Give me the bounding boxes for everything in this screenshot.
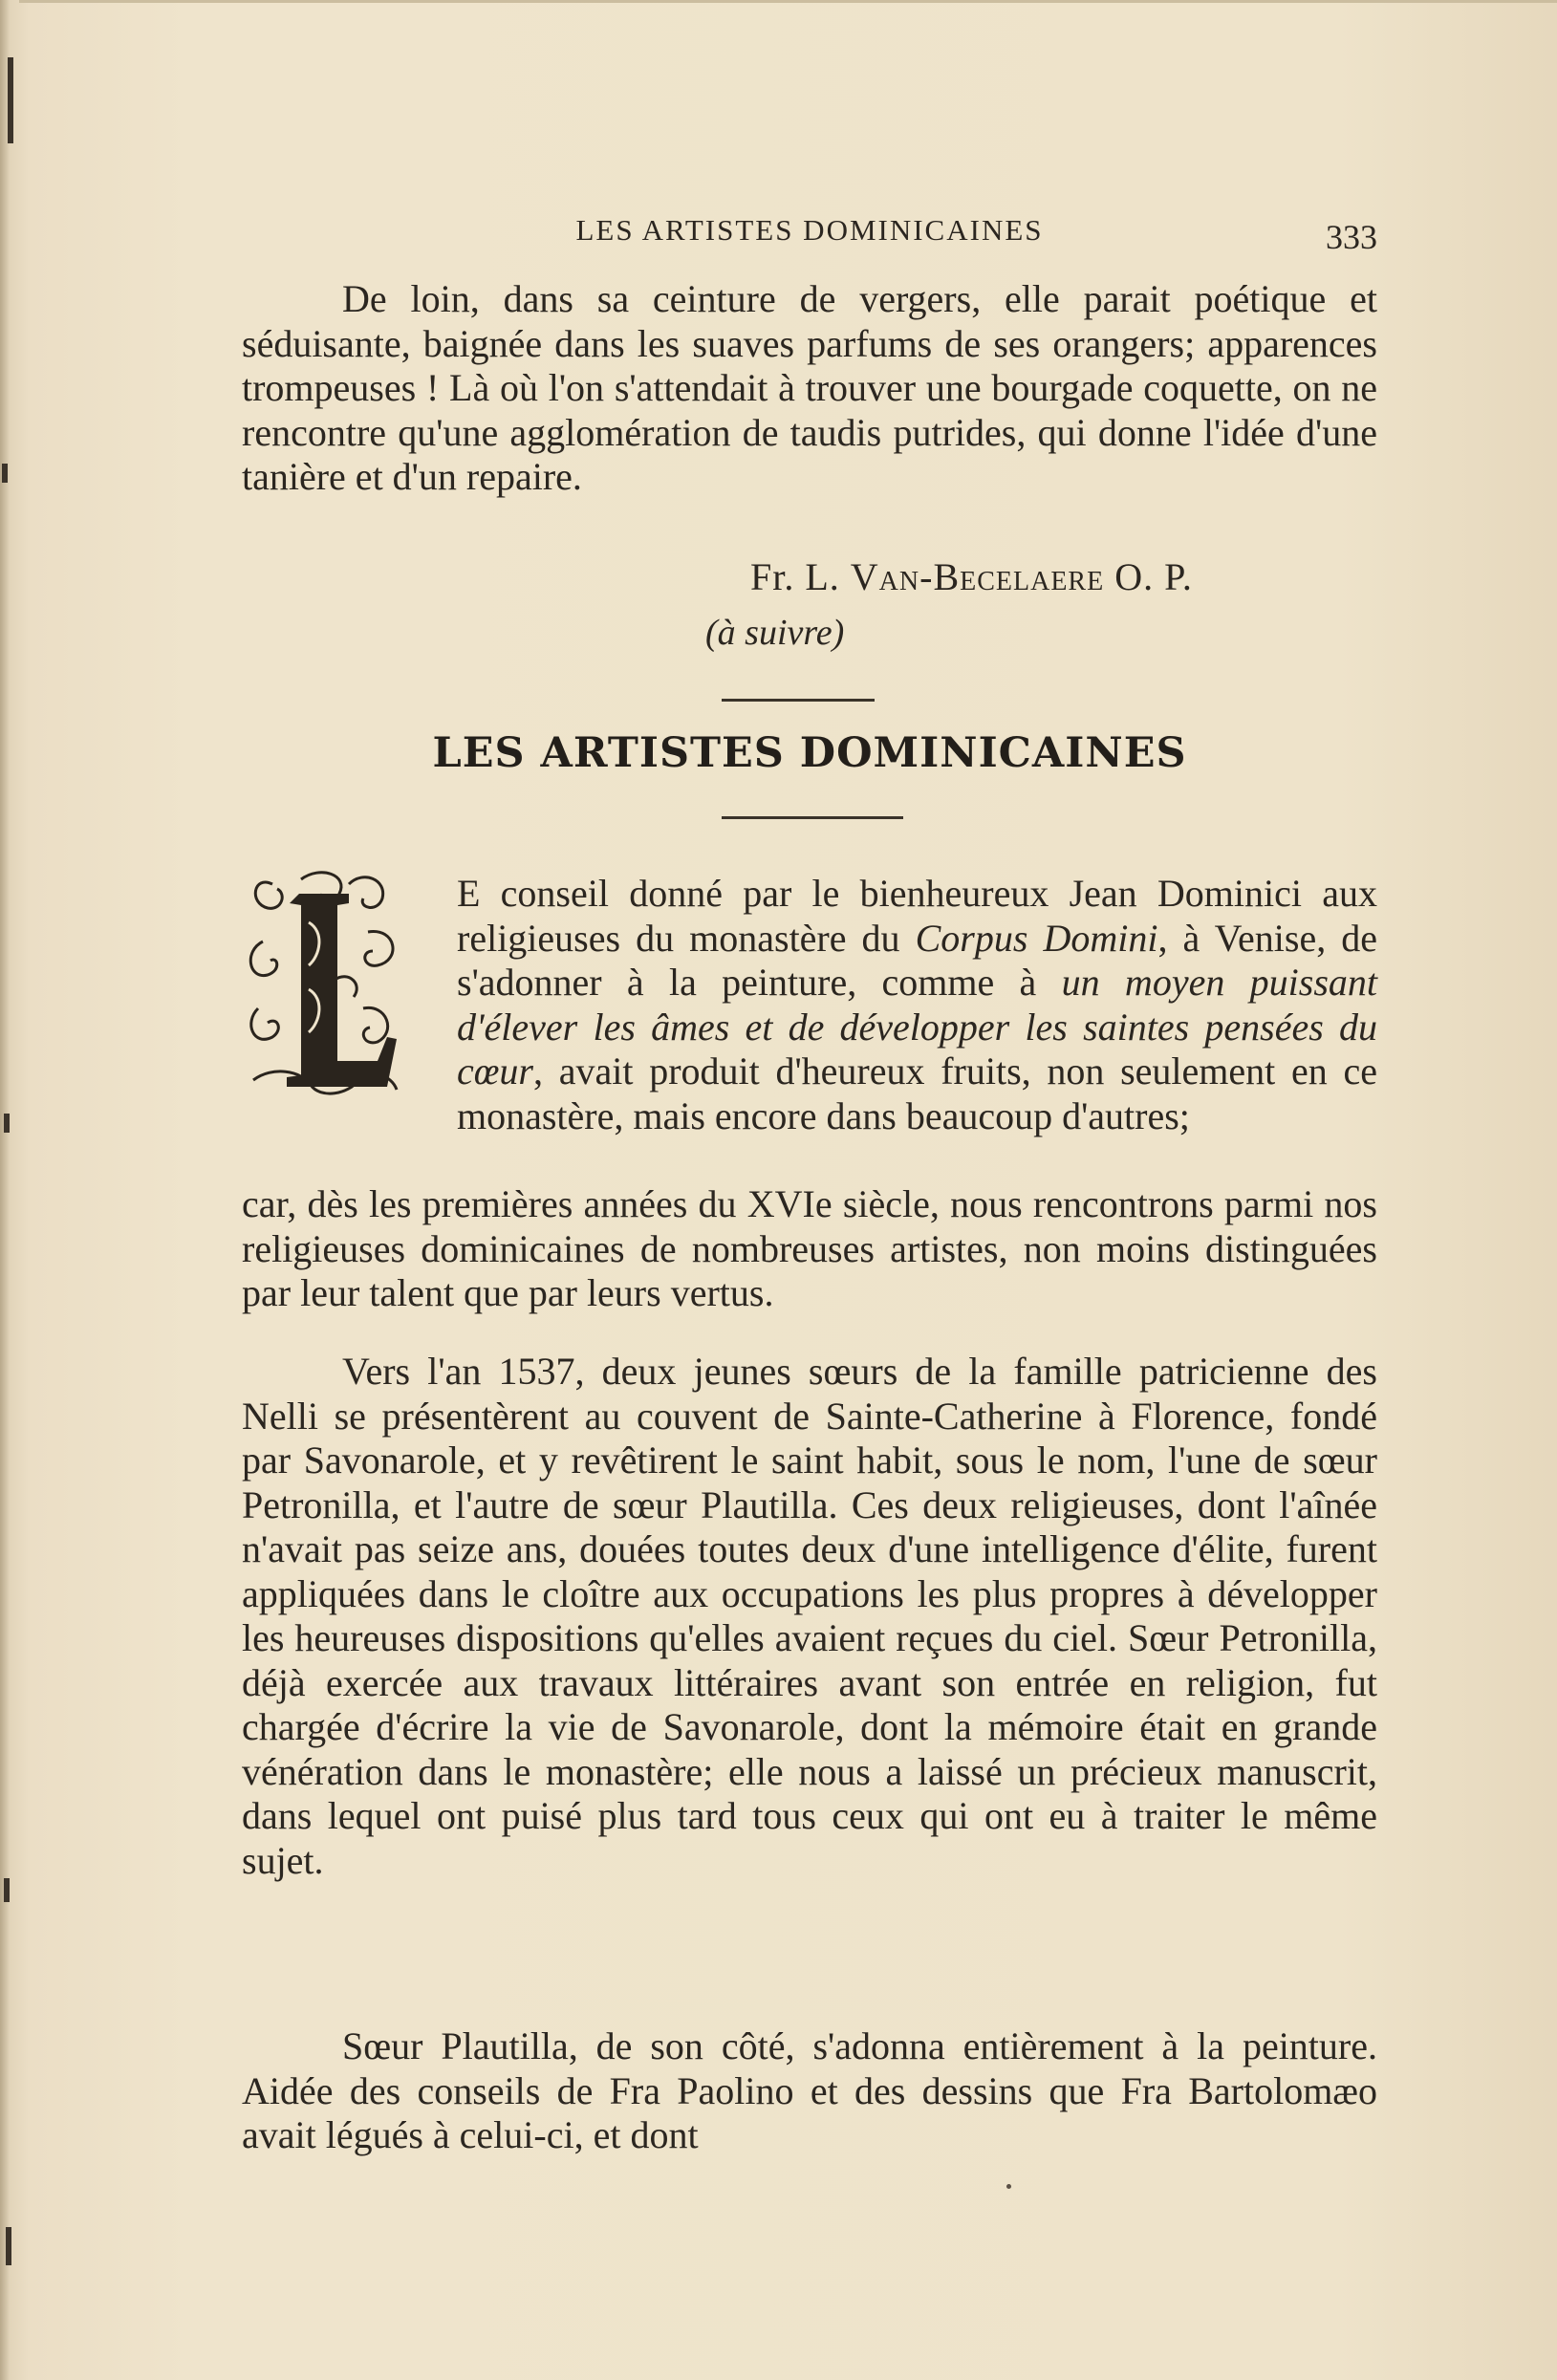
svg-text:L: L: [301, 1087, 302, 1088]
opening-text: E conseil donné par le bienheureux Jean Dominici aux religieuses du monastère du: [457, 872, 1377, 960]
author-name: Van-Becelaere: [850, 555, 1105, 598]
article-opening: [457, 872, 1377, 1138]
opening-paragraph: [457, 872, 1377, 1138]
section-rule-top: [722, 699, 875, 702]
to-be-continued: (à suivre): [705, 613, 845, 653]
article-opening-continued: [242, 1182, 1377, 1316]
opening-text-end: , avait produit d'heureux fruits, non seulement en ce monastère, mais encore dans beaucoup d'autres;: [457, 1049, 1377, 1137]
paragraph-plautilla: Sœur Plautilla, de son côté, s'adonna entièrement à la peinture. Aidée des conseils de Fra Paolino et des dessins que Fra Bartolomæo avait légués à celui-ci, et dont: [242, 2024, 1377, 2156]
paragraph-nelli-sisters: Vers l'an 1537, deux jeunes sœurs de la famille patricienne des Nelli se présentèrent au couvent de Sainte-Catherine à Florence, fondé par Savonarole, et y revêtirent le saint habit, sous le nom, l'une de sœur Petronilla, et l'autre de sœur Plautilla. Ces deux religieuses, dont l'aînée n'avait pas seize ans, douées toutes deux d'une intelligence d'élite, furent appliquées dans le cloître aux occupations les plus propres à développer les heureuses dispositions qu'elles avaient reçues du ciel. Sœur Petronilla, déjà exercée aux travaux littéraires avant son entrée en religion, fut chargée d'écrire la vie de Savonarole, dont la mémoire était en grande vénération dans le monastère; elle nous a laissé un précieux manuscrit, dans lequel ont puisé plus tard tous ceux qui ont eu à traiter le même sujet.: [242, 1350, 1377, 1882]
binding-edge-shadow: [0, 0, 10, 2380]
author-prefix: Fr. L.: [750, 555, 851, 598]
article-body: [242, 1350, 1377, 1883]
author-signature: [750, 554, 1193, 599]
corpus-domini-italic: Corpus Domini: [915, 916, 1158, 960]
article-body-continued: [242, 2024, 1377, 2158]
section-rule-bottom: [722, 816, 903, 819]
ink-speck: [1006, 2184, 1011, 2189]
margin-mark: [4, 1114, 10, 1133]
margin-mark: [6, 2227, 11, 2265]
author-suffix: O. P.: [1104, 555, 1193, 598]
margin-mark: [2, 464, 8, 483]
margin-mark: [4, 1878, 10, 1902]
running-title: LES ARTISTES DOMINICAINES: [575, 213, 1044, 247]
closing-paragraph: De loin, dans sa ceinture de vergers, elle parait poétique et séduisante, baignée dans les suaves parfums de ses orangers; apparences trompeuses ! Là où l'on s'attendait à trouver une bourgade coquette, on ne rencontre qu'une agglomération de taudis putrides, qui donne l'idée d'une tanière et d'un repaire.: [242, 277, 1377, 498]
article-title: LES ARTISTES DOMINICAINES: [432, 729, 1187, 777]
page-number: 333: [1326, 218, 1377, 256]
quote-italic: un moyen puissant d'élever les âmes et de développer les saintes pensées du cœur: [457, 961, 1377, 1093]
running-head: [242, 213, 1377, 256]
opening-paragraph-rest: car, dès les premières années du XVIe siècle, nous rencontrons parmi nos religieuses dominicaines de nombreuses artistes, non moins distinguées par leur talent que par leurs vertus.: [242, 1182, 1377, 1314]
previous-article-ending: [242, 277, 1377, 500]
drop-cap-letter: [287, 894, 397, 1087]
opening-text-mid: , à Venise, de s'adonner à la peinture, comme à: [457, 916, 1377, 1004]
ornamental-drop-cap: [244, 865, 406, 1109]
page-top-edge: [19, 0, 1557, 3]
margin-mark: [8, 57, 13, 143]
